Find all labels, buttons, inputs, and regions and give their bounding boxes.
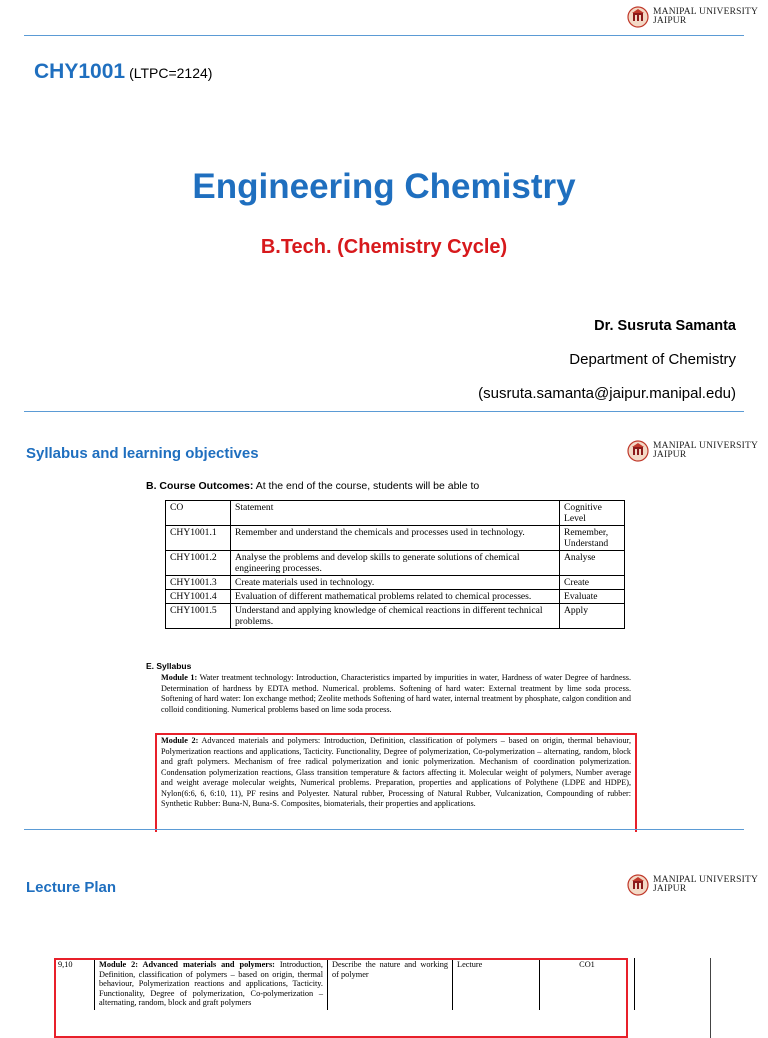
logo-line-1: MANIPAL UNIVERSITY — [653, 875, 759, 885]
logo-line-1: MANIPAL UNIVERSITY — [653, 7, 759, 17]
lecture-topic-body: Introduction, Definition, classification of polymers – based on origin, thermal behaviour, Polymerization reactions and applications, Tacticity. Functionality, Degree of polymerization, Co-polymerization – alternating, random, block and graft polymers — [99, 960, 323, 1008]
logo-text — [653, 8, 758, 26]
course-outcomes-text: At the end of the course, students will be able to — [253, 480, 480, 492]
syllabus-slide — [0, 414, 768, 832]
university-seal-icon — [627, 874, 649, 896]
module-2-text — [161, 736, 631, 810]
header-co: CO — [166, 501, 231, 526]
course-outcome: CO1 — [540, 958, 635, 1010]
co-id: CHY1001.1 — [166, 526, 231, 551]
table-row — [166, 590, 625, 604]
lecture-topic-label: Module 2: Advanced materials and polymers: — [99, 960, 275, 969]
co-id: CHY1001.5 — [166, 604, 231, 629]
co-level: Apply — [560, 604, 625, 629]
co-statement: Remember and understand the chemicals and processes used in technology. — [231, 526, 560, 551]
ltpc-text: (LTPC=2124) — [129, 65, 213, 81]
syllabus-heading: E. Syllabus — [146, 661, 192, 671]
co-statement: Create materials used in technology. — [231, 576, 560, 590]
module-2-body: Advanced materials and polymers: Introduction, Definition, classification of polymers – based on origin, thermal behaviour, Polymerization reactions and applications, Tacticity. Functionality, Degree of polymerization, Co-polymerization – alternating, random, block and graft polymers. Mechanism of free radical polymerization and ionic polymerization. Mechanism of coordination polymerization. Condensation polymerization reactions, Glass transition temperature & factors affecting it. Molecular weight of polymers, Number average and weight average molecular weights, Numerical problems. Preparation, properties and applications of Polythene (LDPE and HDPE), Nylon(6:6, 6, 6:10, 11), PF resins and Polyester. Natural rubber, Processing of Natural Rubber, Vulcanization, Compounding of rubber: Synthetic Rubber: Buna-N, Buna-S. Composites, biomaterials, their properties and applications. — [161, 736, 631, 808]
top-rule — [24, 35, 744, 36]
course-code-text: CHY1001 — [34, 60, 126, 83]
co-statement: Evaluation of different mathematical problems related to chemical processes. — [231, 590, 560, 604]
lecture-highlight-box — [54, 958, 628, 1038]
slide-title: Lecture Plan — [26, 879, 117, 896]
table-header-row — [166, 501, 625, 526]
table-row — [166, 576, 625, 590]
bottom-rule — [24, 411, 744, 412]
co-level: Create — [560, 576, 625, 590]
co-id: CHY1001.3 — [166, 576, 231, 590]
course-outcomes-table — [165, 500, 625, 629]
module-1-body: Water treatment technology: Introduction, Characteristics imparted by impurities in water, Hardness of water Degree of hardness. Determination of hardness by EDTA method. Numerical. problems. Softening of hard water: External treatment by lime soda process. Softening of hard water: Ion exchange method; Zeolite methods Softening of hard water, internal treatment by phosphate, calgon condition and colloid conditioning. Numerical problems based on lime soda process. — [161, 673, 631, 714]
bottom-rule — [24, 829, 744, 830]
header-statement: Statement — [231, 501, 560, 526]
module-1-label: Module 1: — [161, 673, 198, 682]
department: Department of Chemistry — [569, 351, 736, 368]
slide-title: Syllabus and learning objectives — [26, 445, 259, 462]
logo-line-2: JAIPUR — [653, 884, 687, 894]
course-outcomes-label: B. Course Outcomes: — [146, 480, 254, 492]
university-logo — [627, 6, 758, 28]
module-2-label: Module 2: — [161, 736, 199, 745]
sub-title: B.Tech. (Chemistry Cycle) — [260, 236, 508, 258]
module-1-text — [161, 673, 631, 733]
co-statement: Understand and applying knowledge of chemical reactions in different technical problems. — [231, 604, 560, 629]
logo-line-1: MANIPAL UNIVERSITY — [653, 441, 759, 451]
logo-text — [653, 876, 758, 894]
co-statement: Analyse the problems and develop skills to generate solutions of chemical engineering processes. — [231, 551, 560, 576]
learning-objective: Describe the nature and working of polymer — [328, 958, 453, 1010]
university-seal-icon — [627, 6, 649, 28]
co-id: CHY1001.4 — [166, 590, 231, 604]
university-logo — [627, 874, 758, 896]
header-cognitive-level: Cognitive Level — [560, 501, 625, 526]
table-row — [166, 526, 625, 551]
table-row — [166, 604, 625, 629]
title-slide — [0, 0, 768, 414]
author-email: (susruta.samanta@jaipur.manipal.edu) — [478, 385, 736, 402]
co-level: Remember, Understand — [560, 526, 625, 551]
co-level: Evaluate — [560, 590, 625, 604]
logo-text — [653, 442, 758, 460]
logo-line-2: JAIPUR — [653, 450, 687, 460]
table-row — [166, 551, 625, 576]
course-outcomes-heading — [146, 480, 479, 492]
main-title: Engineering Chemistry — [192, 167, 576, 206]
table-outer-border — [710, 958, 711, 1038]
logo-line-2: JAIPUR — [653, 16, 687, 26]
lecture-plan-slide — [0, 832, 768, 1024]
co-id: CHY1001.2 — [166, 551, 231, 576]
co-level: Analyse — [560, 551, 625, 576]
university-logo — [627, 440, 758, 462]
university-seal-icon — [627, 440, 649, 462]
author-name: Dr. Susruta Samanta — [594, 318, 736, 334]
teaching-method: Lecture — [453, 958, 540, 1010]
course-code — [34, 60, 212, 84]
lecture-number: 9,10 — [54, 958, 95, 1010]
